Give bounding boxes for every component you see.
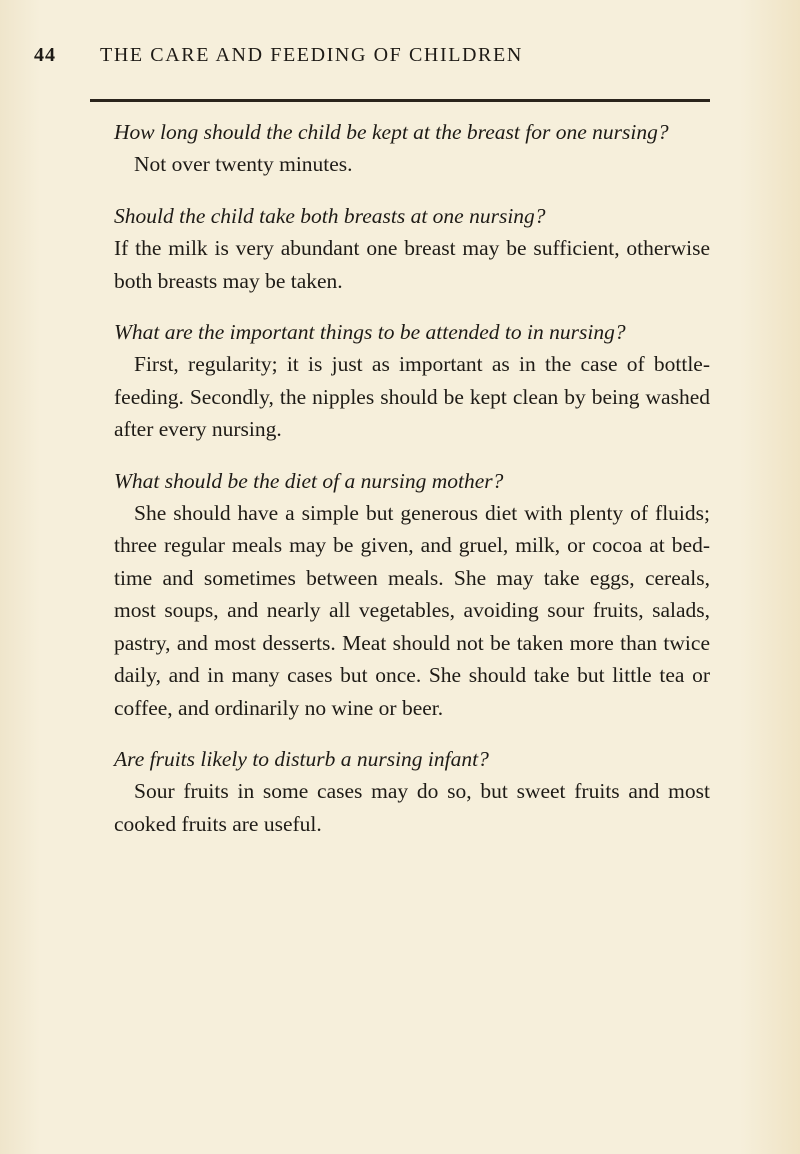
running-head (34, 44, 714, 67)
answer: If the milk is very abundant one breast may be sufficient, otherwise both breasts may be taken. (114, 236, 710, 293)
qa-block (114, 116, 710, 181)
question: Should the child take both breasts at one nursing? (114, 203, 546, 228)
header-rule (90, 99, 710, 102)
qa-block (114, 316, 710, 446)
qa-block (114, 465, 710, 724)
qa-block (114, 200, 710, 297)
question: Are fruits likely to disturb a nursing infant? (114, 746, 489, 771)
question: How long should the child be kept at the breast for one nursing? (114, 120, 669, 144)
running-title: THE CARE AND FEEDING OF CHILDREN (100, 44, 523, 66)
answer: She should have a simple but generous diet with plenty of fluids; three regular meals may be given, and gruel, milk, or cocoa at bed-time and sometimes between meals. She may take eggs, cereals, most soups, and nearly all vegetables, avoiding sour fruits, salads, pastry, and most desserts. Meat should not be taken more than twice daily, and in many cases but once. She should take but little tea or coffee, and ordinarily no wine or beer. (114, 501, 710, 720)
answer: First, regularity; it is just as important as in the case of bottle-feeding. Secondly, the nipples should be kept clean by being washed after every nursing. (114, 352, 710, 442)
question: What should be the diet of a nursing mother? (114, 468, 504, 493)
answer: Sour fruits in some cases may do so, but sweet fruits and most cooked fruits are useful. (114, 779, 710, 836)
qa-block (114, 743, 710, 840)
page-number: 44 (34, 44, 56, 66)
answer: Not over twenty minutes. (134, 152, 353, 177)
page-body (114, 116, 710, 859)
question: What are the important things to be attended to in nursing? (114, 320, 626, 345)
